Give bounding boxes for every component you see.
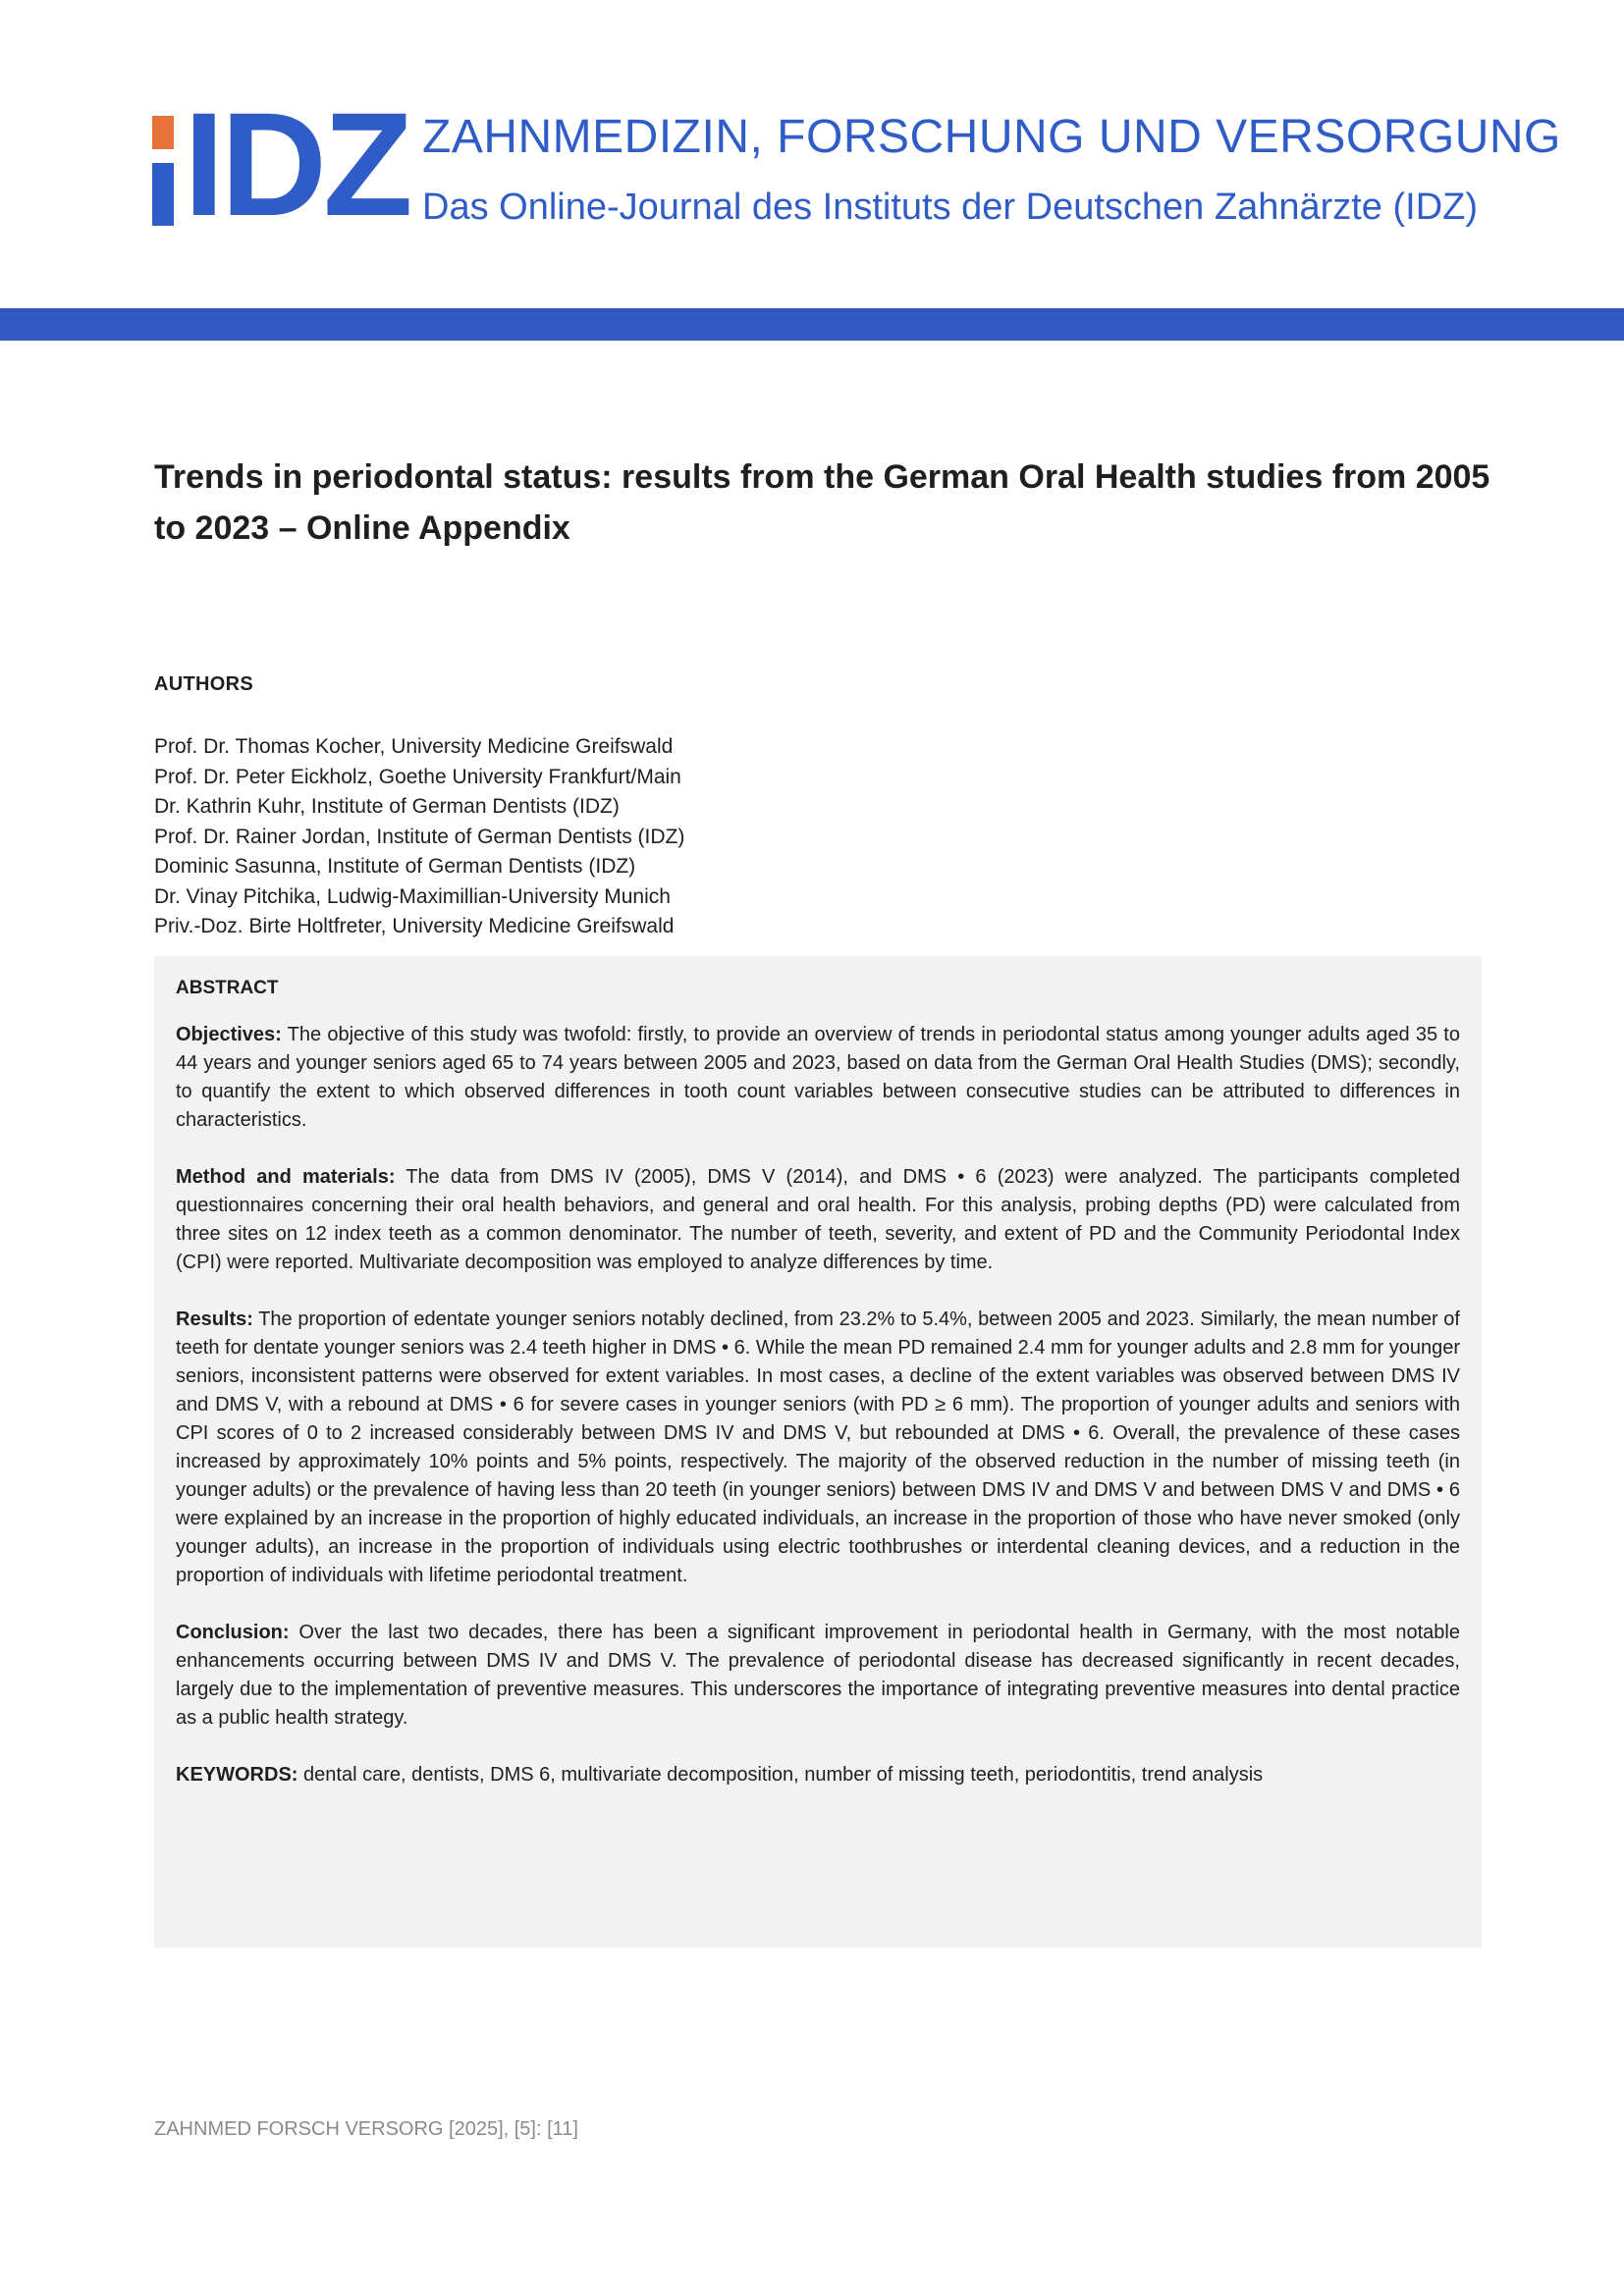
abstract-results xyxy=(176,1306,1460,1590)
paper-title: Trends in periodontal status: results from the German Oral Health studies from 2005 to 2023 – Online Appendix xyxy=(154,458,1490,547)
abstract-heading: ABSTRACT xyxy=(176,978,279,998)
authors-heading: AUTHORS xyxy=(154,673,253,695)
author-item: Prof. Dr. Thomas Kocher, University Medicine Greifswald xyxy=(154,735,674,758)
logo-blue-bar xyxy=(152,163,174,226)
author-item: Dr. Kathrin Kuhr, Institute of German Dentists (IDZ) xyxy=(154,795,620,818)
abstract-conclusion xyxy=(176,1619,1460,1733)
header-divider xyxy=(0,308,1624,341)
logo-orange-bar xyxy=(152,116,174,149)
objectives-label: Objectives: xyxy=(176,1024,282,1045)
keywords-label: KEYWORDS: xyxy=(176,1764,298,1786)
author-item: Dr. Vinay Pitchika, Ludwig-Maximillian-University Munich xyxy=(154,884,671,908)
objectives-text: The objective of this study was twofold: firstly, to provide an overview of trends in periodontal status among younger adults aged 35 to 44 years and younger seniors aged 65 to 74 years between 2005 and 2023, based on data from the German Oral Health Studies (DMS); secondly, to quantify the extent to which observed differences in tooth count variables between consecutive studies can be attributed to differences in characteristics. xyxy=(176,1024,1460,1131)
journal-subtitle: Das Online-Journal des Instituts der Deutschen Zahnärzte (IDZ) xyxy=(422,187,1479,228)
author-item: Priv.-Doz. Birte Holtfreter, University Medicine Greifswald xyxy=(154,915,675,937)
author-list xyxy=(154,732,684,942)
keywords-text: dental care, dentists, DMS 6, multivariate decomposition, number of missing teeth, periodontitis, trend analysis xyxy=(303,1764,1264,1786)
conclusion-text: Over the last two decades, there has been a significant improvement in periodontal health in Germany, with the most notable enhancements occurring between DMS IV and DMS V. The prevalence of periodontal disease has decreased significantly in recent decades, largely due to the implementation of preventive measures. This underscores the importance of integrating preventive measures into dental practice as a public health strategy. xyxy=(176,1622,1460,1729)
abstract-box xyxy=(154,956,1482,1948)
methods-text: The data from DMS IV (2005), DMS V (2014), and DMS • 6 (2023) were analyzed. The participants completed questionnaires concerning their oral health behaviors, and general and oral health. For this analysis, probing depths (PD) were calculated from three sites on 12 index teeth as a common denominator. The number of teeth, severity, and extent of PD and the Community Periodontal Index (CPI) were reported. Multivariate decomposition was employed to analyze differences by time. xyxy=(176,1166,1460,1273)
author-item: Prof. Dr. Rainer Jordan, Institute of German Dentists (IDZ) xyxy=(154,825,685,848)
journal-title: ZAHNMEDIZIN, FORSCHUNG UND VERSORGUNG xyxy=(422,111,1561,163)
logo-text: IDZ xyxy=(184,81,409,246)
results-text: The proportion of edentate younger seniors notably declined, from 23.2% to 5.4%, between 2005 and 2023. Similarly, the mean number of teeth for dentate younger seniors was 2.4 teeth higher in DMS • 6. While the mean PD remained 2.4 mm for younger adults and 2.8 mm for younger seniors, inconsistent patterns were observed for extent variables. In most cases, a decline of the extent variables was observed between DMS IV and DMS V, with a rebound at DMS • 6 for severe cases in younger seniors (with PD ≥ 6 mm). The proportion of younger adults and seniors with CPI scores of 0 to 2 increased considerably between DMS IV and DMS V, but rebounded at DMS • 6. Overall, the prevalence of these cases increased by approximately 10% points and 5% points, respectively. The majority of the observed reduction in the number of missing teeth (in younger adults) or the prevalence of having less than 20 teeth (in younger seniors) between DMS IV and DMS V and between DMS V and DMS • 6 were explained by an increase in the proportion of highly educated individuals, an increase in the proportion of those who have never smoked (only younger adults), an increase in the proportion of individuals using electric toothbrushes or interdental cleaning devices, and a reduction in the proportion of individuals with lifetime periodontal treatment. xyxy=(176,1308,1460,1586)
footer-citation: ZAHNMED FORSCH VERSORG [2025], [5]: [11] xyxy=(154,2118,578,2140)
abstract-methods xyxy=(176,1163,1460,1277)
abstract-objectives xyxy=(176,1021,1460,1135)
conclusion-label: Conclusion: xyxy=(176,1622,290,1643)
author-item: Prof. Dr. Peter Eickholz, Goethe University Frankfurt/Main xyxy=(154,765,681,788)
methods-label: Method and materials: xyxy=(176,1166,396,1188)
author-item: Dominic Sasunna, Institute of German Dentists (IDZ) xyxy=(154,855,636,878)
idz-logo xyxy=(152,81,409,246)
abstract-keywords xyxy=(176,1761,1460,1789)
results-label: Results: xyxy=(176,1308,253,1330)
